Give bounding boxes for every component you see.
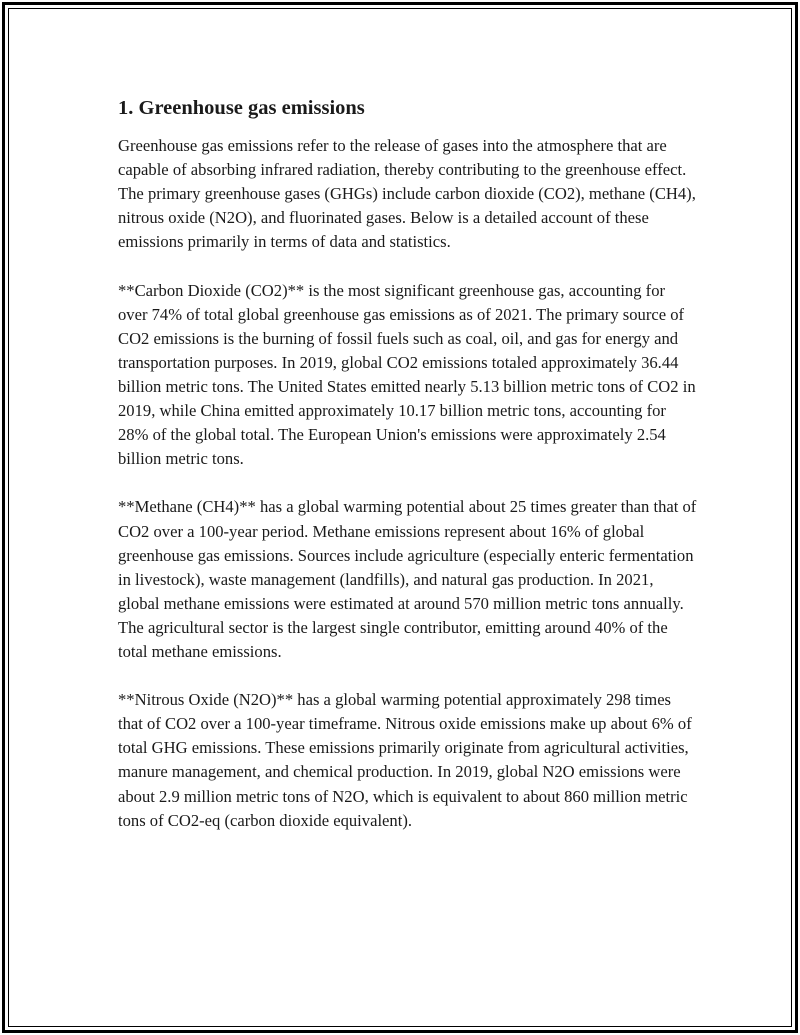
paragraph-methane: **Methane (CH4)** has a global warming potential about 25 times greater than that of CO2 over a 100-year period. Methane emissions represent about 16% of global greenhouse gas emissions. Sources include agriculture (especially enteric fermentation in livestock), waste management (landfills), and natural gas production. In 2021, global methane emissions were estimated at around 570 million metric tons annually. The agricultural sector is the largest single contributor, emitting around 40% of the total methane emissions. bbox=[118, 497, 697, 661]
paragraph-nitrous-oxide: **Nitrous Oxide (N2O)** has a global warming potential approximately 298 times that of CO2 over a 100-year timeframe. Nitrous oxide emissions make up about 6% of total GHG emissions. These emissions primarily originate from agricultural activities, manure management, and chemical production. In 2019, global N2O emissions were about 2.9 million metric tons of N2O, which is equivalent to about 860 million metric tons of CO2-eq (carbon dioxide equivalent). bbox=[118, 690, 692, 830]
paragraph-intro: Greenhouse gas emissions refer to the release of gases into the atmosphere that are capable of absorbing infrared radiation, thereby contributing to the greenhouse effect. The primary greenhouse gases (GHGs) include carbon dioxide (CO2), methane (CH4), nitrous oxide (N2O), and fluorinated gases. Below is a detailed account of these emissions primarily in terms of data and statistics. bbox=[118, 136, 696, 252]
document-content bbox=[118, 96, 698, 857]
section-title: 1. Greenhouse gas emissions bbox=[118, 97, 365, 119]
paragraph-carbon-dioxide: **Carbon Dioxide (CO2)** is the most significant greenhouse gas, accounting for over 74% of total global greenhouse gas emissions as of 2021. The primary source of CO2 emissions is the burning of fossil fuels such as coal, oil, and gas for energy and transportation purposes. In 2019, global CO2 emissions totaled approximately 36.44 billion metric tons. The United States emitted nearly 5.13 billion metric tons of CO2 in 2019, while China emitted approximately 10.17 billion metric tons, accounting for 28% of the global total. The European Union's emissions were approximately 2.54 billion metric tons. bbox=[118, 280, 696, 469]
